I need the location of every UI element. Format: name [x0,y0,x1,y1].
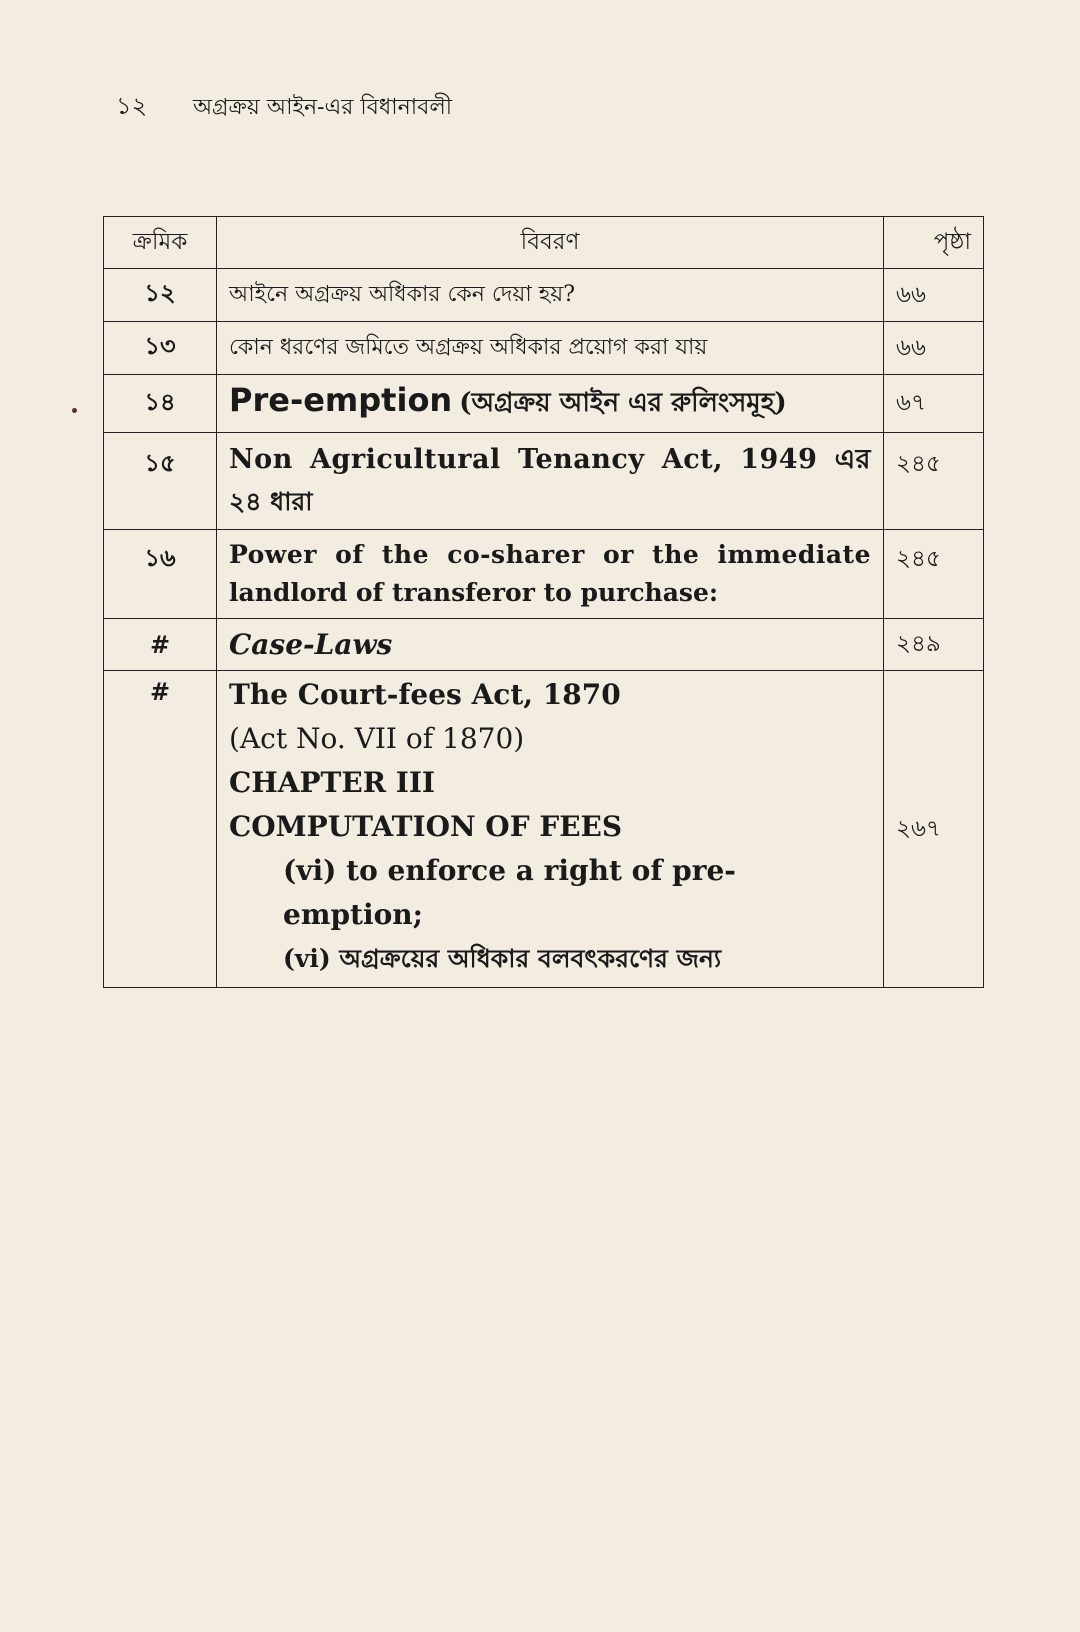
description-line: Non Agricultural Tenancy Act, 1949 এর [229,444,871,475]
pre-emption-subtitle: (অগ্রক্রয় আইন এর রুলিংসমূহ) [459,388,787,418]
table-header-row [104,217,984,269]
contents-table [103,216,984,988]
table-row [104,671,984,988]
chapter-title: COMPUTATION OF FEES [229,810,623,843]
description-cell [217,530,884,619]
ink-mark [72,408,77,413]
description-line: ২৪ ধারা [229,487,313,516]
table-row [104,530,984,619]
serial-cell: ১৩ [104,322,217,375]
column-header-description: বিবরণ [217,217,884,269]
table-row [104,375,984,433]
serial-cell: ১২ [104,269,217,322]
table-row [104,619,984,671]
description-line: landlord of transferor to purchase: [229,578,719,607]
serial-cell: # [104,671,217,988]
page-cell: ২৪৫ [884,433,984,530]
description-cell [217,375,884,433]
case-laws-title: Case-Laws [229,628,393,661]
clause-bengali: (vi) অগ্রক্রয়ের অধিকার বলবৎকরণের জন্য [283,944,722,973]
serial-cell: ১৪ [104,375,217,433]
page-cell: ২৪৯ [884,619,984,671]
description-cell: কোন ধরণের জমিতে অগ্রক্রয় অধিকার প্রয়োগ করা যায় [217,322,884,375]
table-row [104,322,984,375]
running-title: অগ্রক্রয় আইন-এর বিধানাবলী [193,95,453,120]
page-cell: ৬৬ [884,322,984,375]
page-cell: ৬৭ [884,375,984,433]
page-number: ১২ [116,92,148,120]
column-header-serial: ক্রমিক [104,217,217,269]
serial-cell: ১৬ [104,530,217,619]
table-row [104,269,984,322]
act-title: The Court-fees Act, 1870 [229,678,621,711]
chapter-heading: CHAPTER III [229,766,436,799]
page-header [116,88,452,128]
description-cell: আইনে অগ্রক্রয় অধিকার কেন দেয়া হয়? [217,269,884,322]
page-cell: ৬৬ [884,269,984,322]
description-cell [217,433,884,530]
table-row [104,433,984,530]
column-header-page: পৃষ্ঠা [884,217,984,269]
description-cell [217,671,884,988]
page-cell: ২৪৫ [884,530,984,619]
description-cell [217,619,884,671]
clause-english: (vi) to enforce a right of pre-emption; [283,854,736,931]
serial-cell: ১৫ [104,433,217,530]
pre-emption-title: Pre-emption [229,381,453,419]
act-number: (Act No. VII of 1870) [229,722,525,755]
page-cell: ২৬৭ [884,671,984,988]
serial-cell: # [104,619,217,671]
description-line: Power of the co-sharer or the immediate [229,540,871,569]
